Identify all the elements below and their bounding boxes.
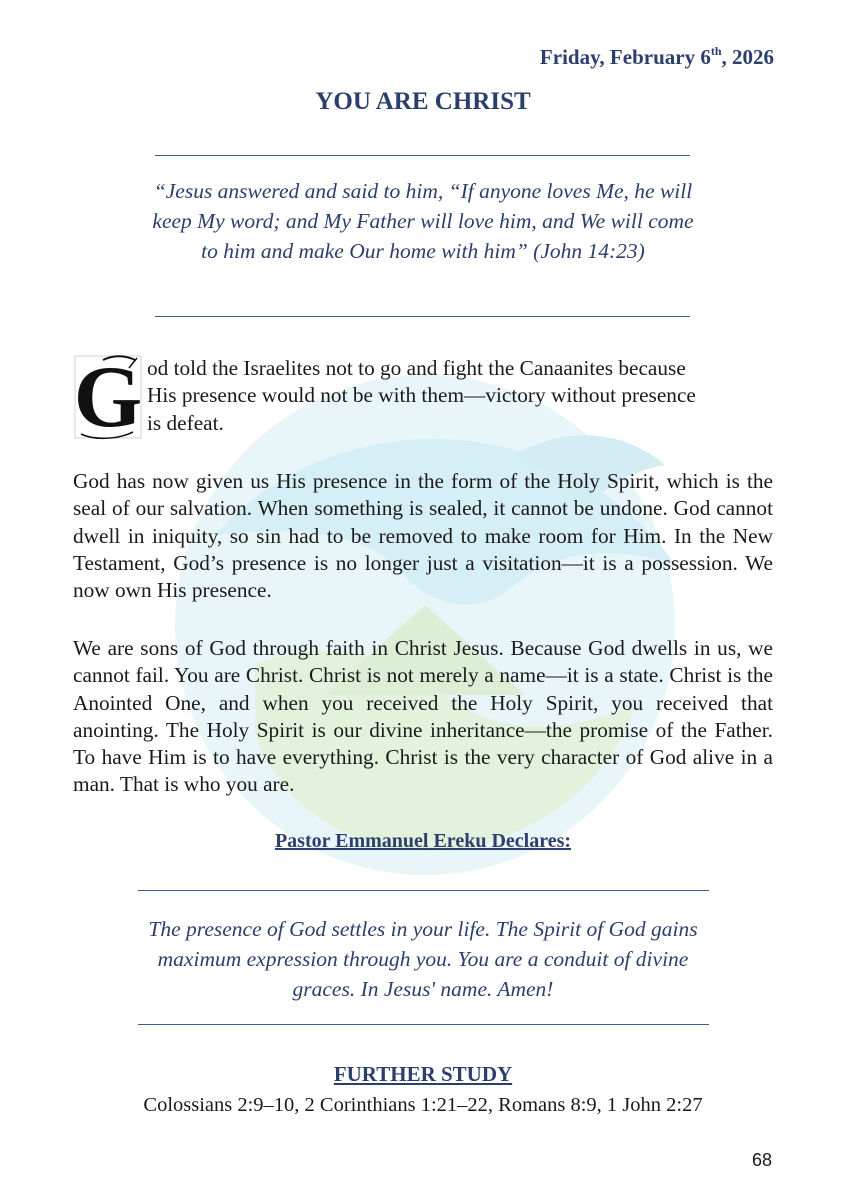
divider [138,890,709,891]
divider [155,316,690,317]
page-title: YOU ARE CHRIST [315,88,531,115]
further-study-references: Colossians 2:9–10, 2 Corinthians 1:21–22, Romans 8:9, 1 John 2:27 [143,1094,703,1116]
page-number: 68 [751,1150,772,1170]
paragraph-presence: God has now given us His presence in the form of the Holy Spirit, which is the seal of our salvation. When something is sealed, it cannot be undone. God cannot dwell in iniquity, so sin had to be removed to make room for Him. In the New Testament, God’s presence is no longer just a visitation—it is a possession. We now own His presence. [73,469,773,603]
paragraph-sonship: We are sons of God through faith in Christ Jesus. Because God dwells in us, we cannot fail. You are Christ. Christ is not merely a name—it is a state. Christ is the Anointed One, and when you received the Holy Spirit, you received that anointing. The Holy Spirit is our divine inheritance—the promise of the Father. To have Him is to have everything. Christ is the very character of God alive in a man. That is who you are. [73,636,773,797]
divider [155,155,690,156]
paragraph-line: His presence would not be with them—victory without presence [147,383,696,408]
declaration-heading: Pastor Emmanuel Ereku Declares: [274,830,572,852]
divider [138,1024,709,1025]
svg-text:G: G [73,354,143,440]
paragraph-line: od told the Israelites not to go and fight the Canaanites because [147,356,686,380]
devotional-date: Friday, February 6th, 2026 [539,44,774,69]
paragraph-intro [73,355,773,437]
further-study-heading: FURTHER STUDY [333,1062,513,1086]
scripture-quote: “Jesus answered and said to him, “If anyone loves Me, he will keep My word; and My Father will love him, and We will come to him and make Our home with him” (John 14:23) [152,179,694,263]
declaration-text: The presence of God settles in your life. The Spirit of God gains maximum expression through you. You are a conduit of divine graces. In Jesus' name. Amen! [148,917,698,1001]
paragraph-line: is defeat. [147,410,224,435]
